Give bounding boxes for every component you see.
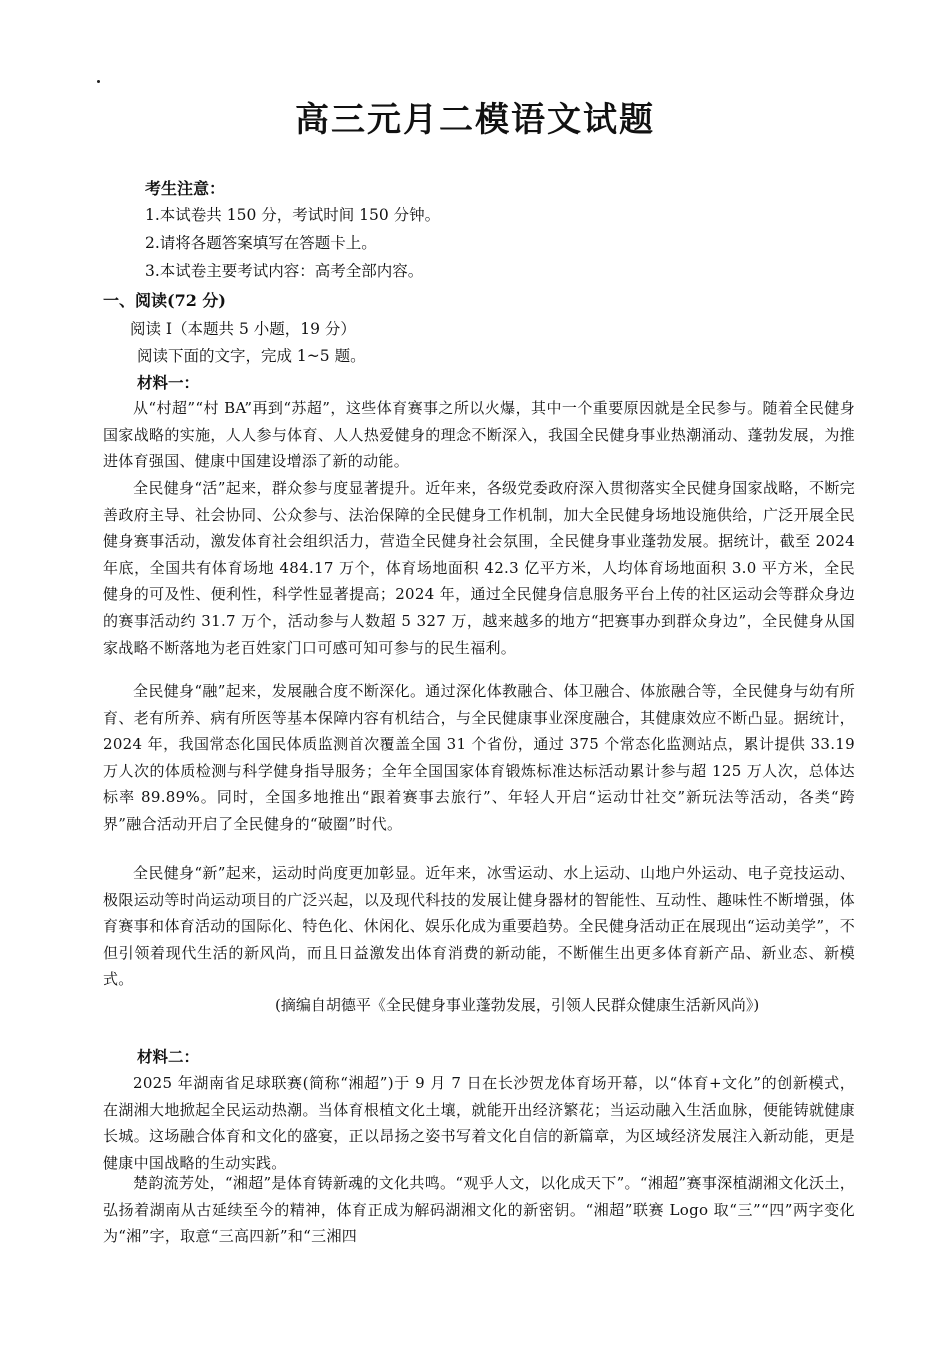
notice-item: 1.本试卷共 150 分，考试时间 150 分钟。 (145, 206, 441, 224)
page-title: 高三元月二模语文试题 (295, 100, 655, 140)
reading-instruction: 阅读下面的文字，完成 1~5 题。 (137, 347, 366, 365)
material1-heading: 材料一： (137, 373, 200, 392)
scan-speck (97, 80, 100, 83)
material1-paragraph: 全民健身“活”起来，群众参与度显著提升。近年来，各级党委政府深入贯彻落实全民健身国家战略，不断完善政府主导、社会协同、公众参与、法治保障的全民健身工作机制，加大全民健身场地设施供给，广泛开展全民健身赛事活动，激发体育社会组织活力，营造全民健身社会氛围，全民健身事业蓬勃发展。据统计，截至 2024 年底，全国共有体育场地 484.17 万个，体育场地面积 42.3 亿平方米，人均体育场地面积 3.0 平方米，全民健身的可及性、便利性，科学性显著提高；2024 年，通过全民健身信息服务平台上传的社区运动会等群众身边的赛事活动约 31.7 万个，活动参与人数超 5 327 万，越来越多的地方“把赛事办到群众身边”，全民健身从国家战略不断落地为老百姓家门口可感可知可参与的民生福利。 (103, 479, 855, 657)
material1-source: (摘编自胡德平《全民健身事业蓬勃发展，引领人民群众健康生活新风尚》) (275, 996, 760, 1014)
material2-paragraph: 楚韵流芳处，“湘超”是体育铸新魂的文化共鸣。“观乎人文，以化成天下”。“湘超”赛事深植湖湘文化沃土，弘扬着湖南从古延续至今的精神，体育正成为解码湖湘文化的新密钥。“湘超”联赛 Logo 取“三”“四”两字变化为“湘”字，取意“三高四新”和“三湘四 (103, 1174, 855, 1246)
notice-item: 3.本试卷主要考试内容：高考全部内容。 (145, 262, 424, 280)
material2-paragraph: 2025 年湖南省足球联赛(简称“湘超”)于 9 月 7 日在长沙贺龙体育场开幕，以“体育+文化”的创新模式，在湖湘大地掀起全民运动热潮。当体育根植文化土壤，就能开出经济繁花；当运动融入生活血脉，便能铸就健康长城。这场融合体育和文化的盛宴，正以昂扬之姿书写着文化自信的新篇章，为区域经济发展注入新动能，更是健康中国战略的生动实践。 (103, 1074, 855, 1172)
notice-heading: 考生注意： (145, 179, 226, 198)
material1-paragraph: 全民健身“融”起来，发展融合度不断深化。通过深化体教融合、体卫融合、体旅融合等，全民健身与幼有所育、老有所养、病有所医等基本保障内容有机结合，与全民健康事业深度融合，其健康效应不断凸显。据统计，2024 年，我国常态化国民体质监测首次覆盖全国 31 个省份，通过 375 个常态化监测站点，累计提供 33.19 万人次的体质检测与科学健身指导服务；全年全国国家体育锻炼标准达标活动累计参与超 125 万人次，总体达标率 89.89%。同时，全国多地推出“跟着赛事去旅行”、年轻人开启“运动廿社交”新玩法等活动，各类“跨界”融合活动开启了全民健身的“破圈”时代。 (103, 682, 855, 833)
material1-paragraph: 全民健身“新”起来，运动时尚度更加彰显。近年来，冰雪运动、水上运动、山地户外运动、电子竞技运动、极限运动等时尚运动项目的广泛兴起，以及现代科技的发展让健身器材的智能性、互动性、趣味性不断增强，体育赛事和体育活动的国际化、特色化、休闲化、娱乐化成为重要趋势。全民健身活动正在展现出“运动美学”，不但引领着现代生活的新风尚，而且日益激发出体育消费的新动能，不断催生出更多体育新产品、新业态、新模式。 (103, 864, 855, 989)
notice-list (145, 201, 440, 285)
material1-paragraph: 从“村超”“村 BA”再到“苏超”，这些体育赛事之所以火爆，其中一个重要原因就是全民参与。随着全民健身国家战略的实施，人人参与体育、人人热爱健身的理念不断深入，我国全民健身事业热潮涌动、蓬勃发展，为推进体育强国、健康中国建设增添了新的动能。 (103, 399, 855, 471)
material2-heading: 材料二： (137, 1047, 200, 1066)
reading-subheading: 阅读 I（本题共 5 小题，19 分） (130, 320, 356, 338)
notice-item: 2.请将各题答案填写在答题卡上。 (145, 234, 377, 252)
section-heading: 一、阅读(72 分) (103, 291, 226, 310)
